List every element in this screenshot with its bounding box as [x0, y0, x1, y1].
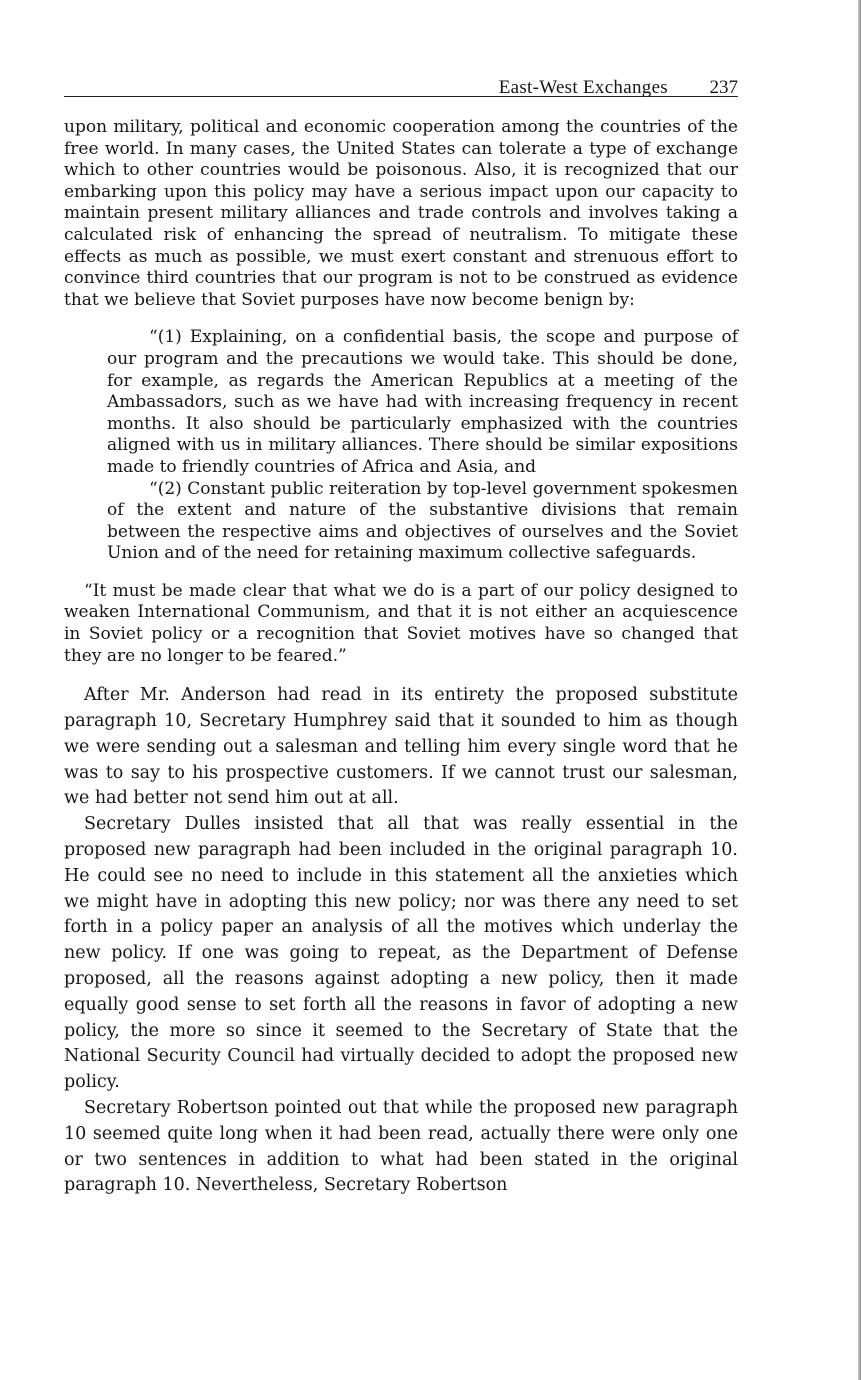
paragraph-quote-closing: “It must be made clear that what we do is a part of our policy designed to weaken International Communism, and that it is not either an acquiescence in Soviet policy or a recognition that Soviet motives have so changed that they are no longer to be feared.” [64, 580, 738, 666]
paragraph-continuation: upon military, political and economic cooperation among the countries of the free world. In many cases, the United States can tolerate a type of exchange which to other countries would be poisonous. Also, it is recognized that our embarking upon this policy may have a serious impact upon our capacity to maintain present military alliances and trade controls and involves taking a calculated risk of enhancing the spread of neutralism. To mitigate these effects as much as possible, we must exert constant and strenuous effort to convince third countries that our program is not to be construed as evidence that we believe that Soviet purposes have now become benign by: [64, 117, 738, 310]
quote-item-1: “(1) Explaining, on a confidential basis, the scope and purpose of our program and the precautions we would take. This should be done, for example, as regards the American Republics at a meeting of the Ambassadors, such as we have had with increasing frequency in recent months. It also should be particularly emphasized with the countries aligned with us in military alliances. There should be similar expositions made to friendly countries of Africa and Asia, and [107, 327, 738, 477]
paragraph-robertson: Secretary Robertson pointed out that while the proposed new paragraph 10 seemed quite long when it had been read, actually there were only one or two sentences in addition to what had been stated in the original paragraph 10. Nevertheless, Secretary Robertson [64, 1098, 738, 1196]
running-header [64, 74, 738, 97]
page-number: 237 [709, 77, 738, 98]
block-quote [107, 327, 738, 565]
running-title: East-West Exchanges [498, 77, 668, 98]
paragraph-anderson: After Mr. Anderson had read in its entirety the proposed substitute paragraph 10, Secretary Humphrey said that it sounded to him as though we were sending out a salesman and telling him every single word that he was to say to his prospective customers. If we cannot trust our salesman, we had better not send him out at all. [64, 685, 738, 809]
quote-item-2: “(2) Constant public reiteration by top-level government spokesmen of the extent and nature of the substantive divisions that remain between the respective aims and objectives of ourselves and the Soviet Union and of the need for retaining maximum collective safeguards. [107, 478, 738, 564]
page-body [64, 117, 738, 1199]
paragraph-dulles: Secretary Dulles insisted that all that was really essential in the proposed new paragraph had been included in the original paragraph 10. He could see no need to include in this statement all the anxieties which we might have in adopting this new policy; nor was there any need to set forth in a policy paper an analysis of all the motives which underlay the new policy. If one was going to repeat, as the Department of Defense proposed, all the reasons against adopting a new policy, then it made equally good sense to set forth all the reasons in favor of adopting a new policy, the more so since it seemed to the Secretary of State that the National Security Council had virtually decided to adopt the proposed new policy. [64, 814, 738, 1093]
